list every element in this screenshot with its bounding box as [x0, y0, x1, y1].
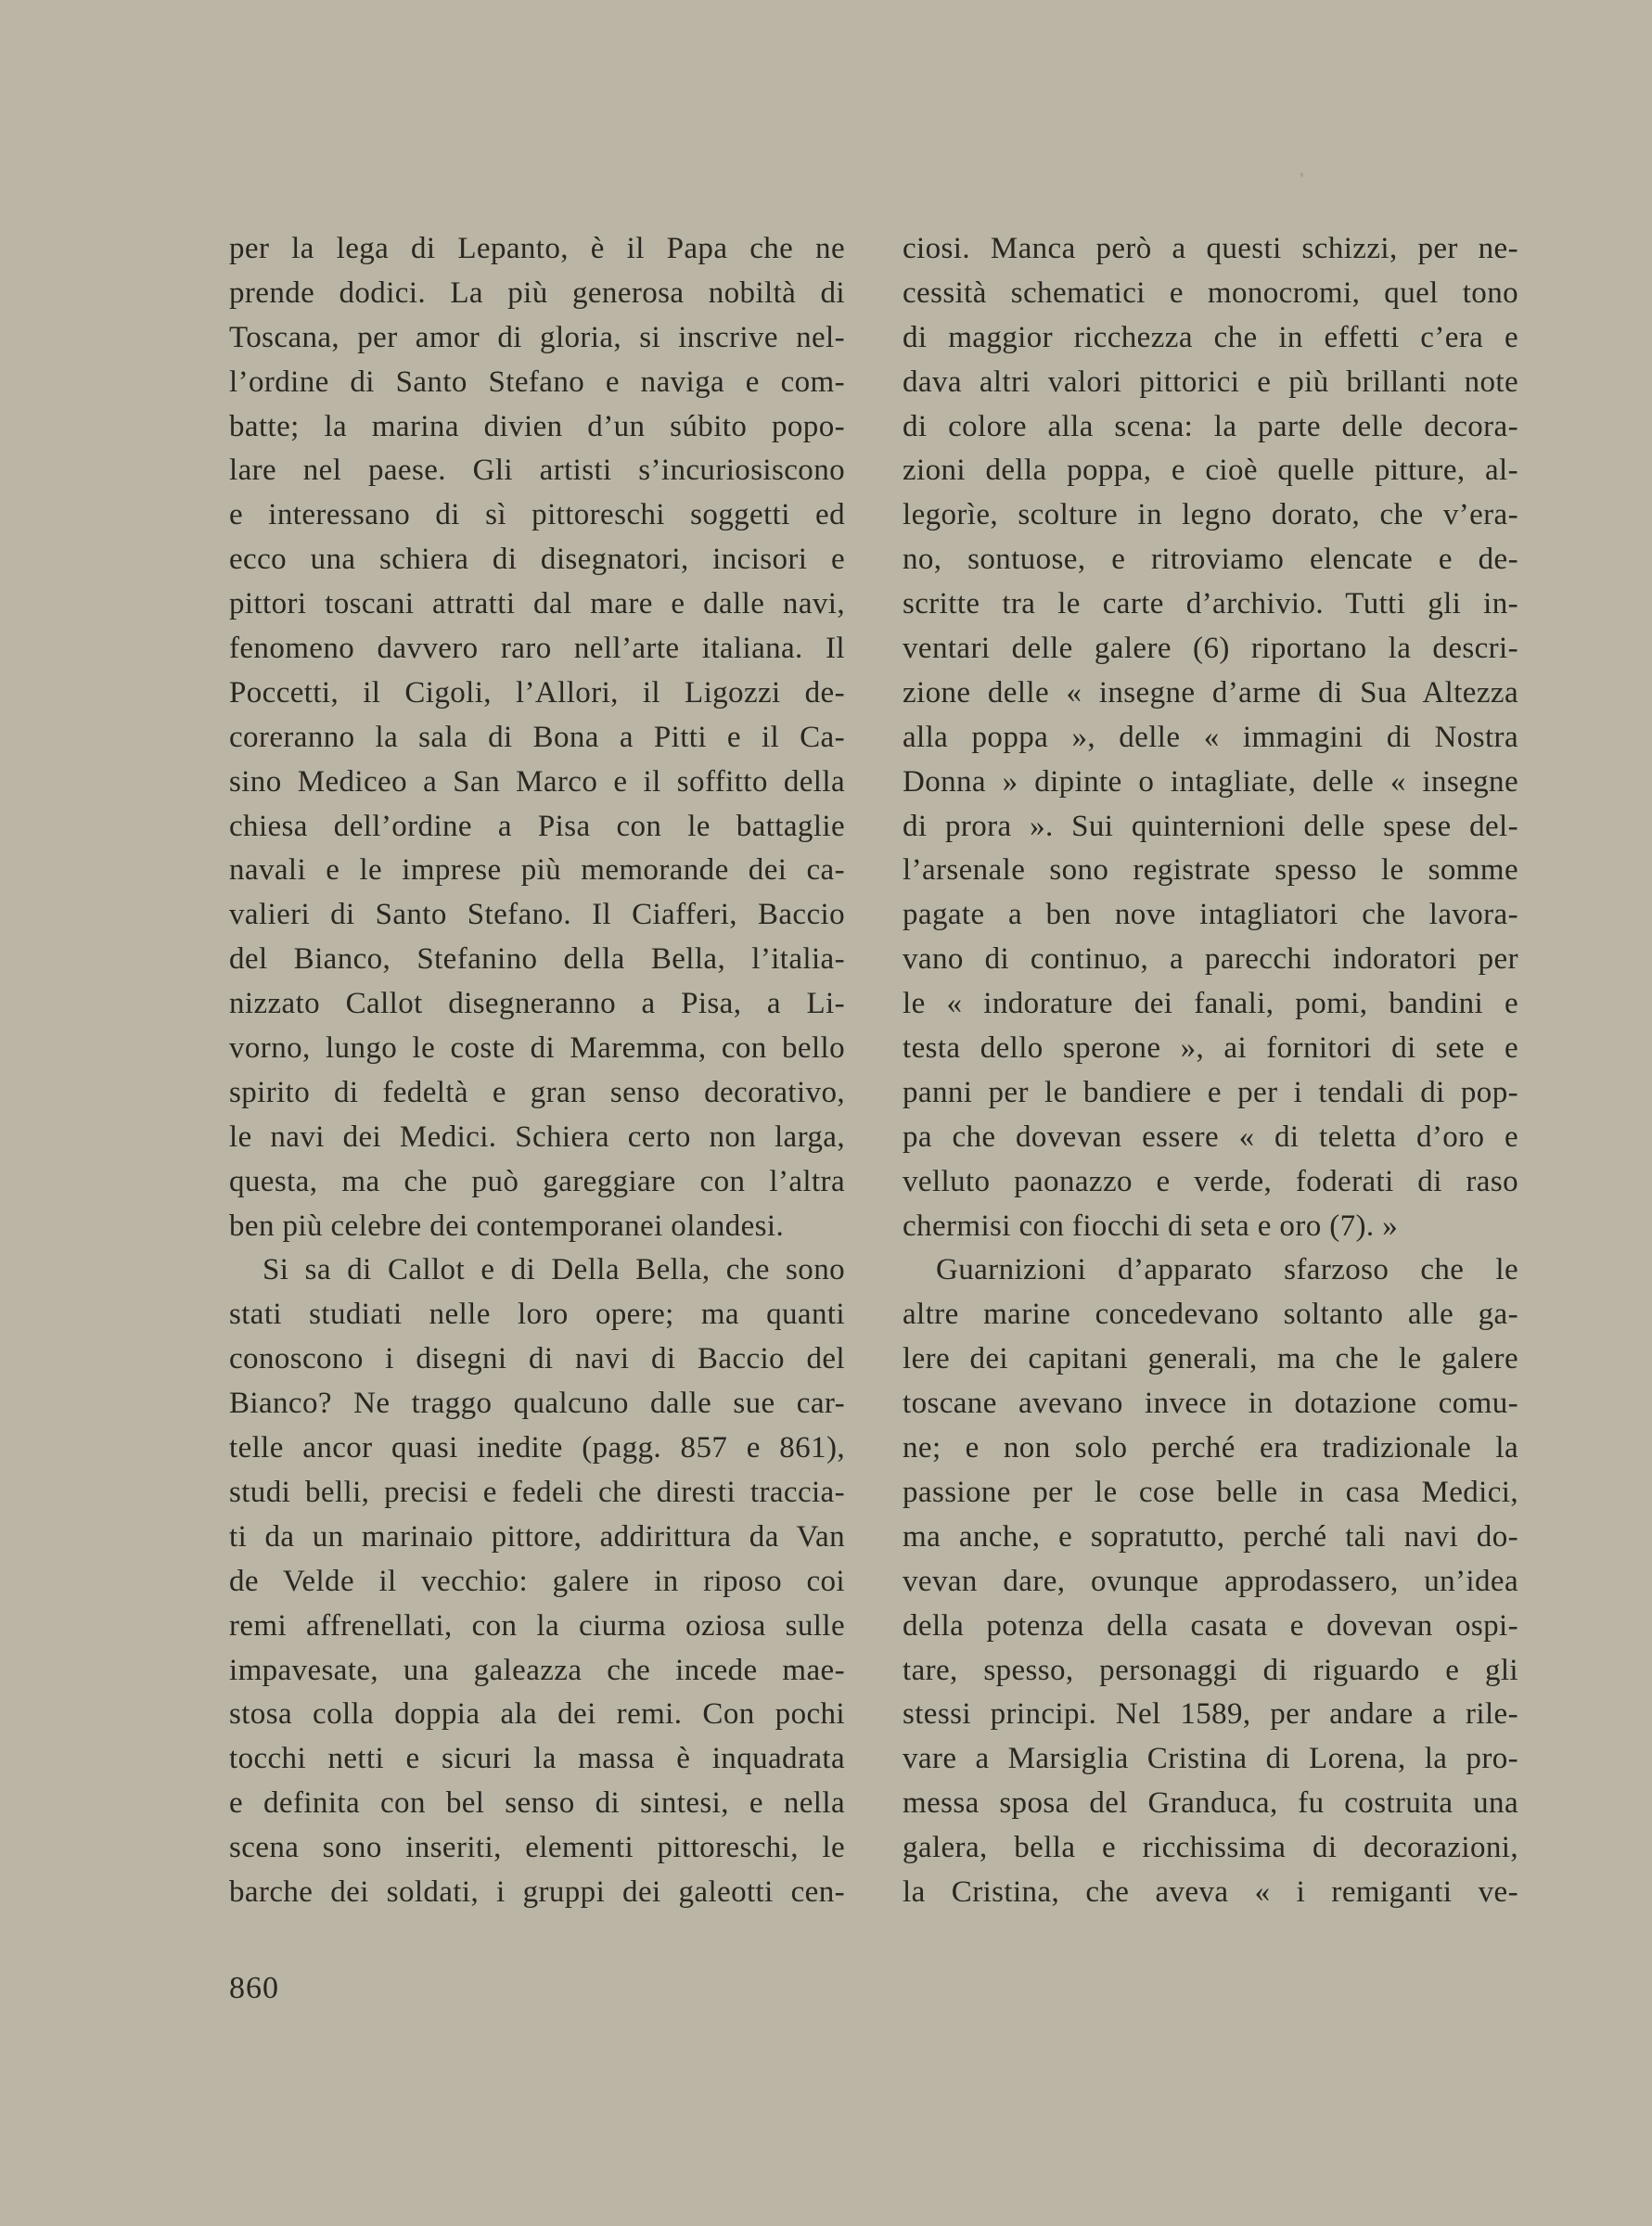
text-line: per la lega di Lepanto, è il Papa che ne	[229, 232, 845, 265]
text-line: Guarnizioni d’apparato sfarzoso che le	[936, 1253, 1518, 1287]
text-line: spirito di fedeltà e gran senso decorativo,	[229, 1075, 845, 1109]
text-line: l’ordine di Santo Stefano e naviga e com-	[229, 365, 845, 399]
text-line: di maggior ricchezza che in effetti c’era e	[903, 320, 1518, 354]
text-line: sino Mediceo a San Marco e il soffitto della	[229, 764, 845, 799]
text-line: stati studiati nelle loro opere; ma quanti	[229, 1298, 845, 1332]
text-line: tocchi netti e sicuri la massa è inquadrata	[229, 1742, 845, 1776]
text-line: e definita con bel senso di sintesi, e nella	[229, 1786, 845, 1821]
left-text-column	[229, 227, 845, 1915]
text-line: zione delle « insegne d’arme di Sua Altezza	[903, 675, 1518, 710]
text-line: ma anche, e sopratutto, perché tali navi do-	[903, 1519, 1518, 1554]
text-line: le « indorature dei fanali, pomi, bandini e	[903, 987, 1518, 1021]
text-line: valieri di Santo Stefano. Il Ciafferi, Baccio	[229, 898, 845, 932]
text-line: alla poppa », delle « immagini di Nostra	[903, 720, 1518, 754]
text-line: impavesate, una galeazza che incede mae-	[229, 1653, 845, 1687]
text-line: cessità schematici e monocromi, quel tono	[903, 275, 1518, 310]
paper-smudge	[1300, 173, 1303, 177]
text-line: altre marine concedevano soltanto alle ga-	[903, 1298, 1518, 1332]
text-line: la Cristina, che aveva « i remiganti ve-	[903, 1874, 1518, 1909]
text-line: e interessano di sì pittoreschi soggetti ed	[229, 498, 845, 532]
text-line: coreranno la sala di Bona a Pitti e il Ca-	[229, 720, 845, 754]
text-line: chermisi con fiocchi di seta e oro (7). »	[903, 1209, 1399, 1243]
text-line: ti da un marinaio pittore, addirittura da Van	[229, 1519, 845, 1554]
page-number: 860	[229, 1971, 279, 2005]
text-line: zioni della poppa, e cioè quelle pitture, al-	[903, 454, 1518, 488]
text-line: ben più celebre dei contemporanei olandesi.	[229, 1209, 785, 1243]
text-line: Toscana, per amor di gloria, si inscrive nel-	[229, 320, 845, 354]
text-line: studi belli, precisi e fedeli che diresti traccia-	[229, 1475, 845, 1509]
text-line: della potenza della casata e dovevan ospi-	[903, 1608, 1518, 1643]
text-line: Bianco? Ne traggo qualcuno dalle sue car-	[229, 1387, 845, 1421]
text-line: messa sposa del Granduca, fu costruita una	[903, 1786, 1518, 1821]
text-line: ecco una schiera di disegnatori, incisori e	[229, 543, 845, 577]
text-line: scritte tra le carte d’archivio. Tutti gli in-	[903, 587, 1518, 621]
text-line: panni per le bandiere e per i tendali di pop-	[903, 1075, 1518, 1109]
text-line: no, sontuose, e ritroviamo elencate e de-	[903, 543, 1518, 577]
text-line: lare nel paese. Gli artisti s’incuriosiscono	[229, 454, 845, 488]
text-line: toscane avevano invece in dotazione comu-	[903, 1387, 1518, 1421]
text-line: l’arsenale sono registrate spesso le somme	[903, 853, 1518, 888]
text-line: legorìe, scolture in legno dorato, che v’era-	[903, 498, 1518, 532]
text-line: di colore alla scena: la parte delle decora-	[903, 409, 1518, 443]
text-line: nizzato Callot disegneranno a Pisa, a Li-	[229, 987, 845, 1021]
text-line: navali e le imprese più memorande dei ca-	[229, 853, 845, 888]
text-line: pa che dovevan essere « di teletta d’oro e	[903, 1119, 1518, 1154]
text-line: testa dello sperone », ai fornitori di sete e	[903, 1031, 1518, 1066]
text-line: lere dei capitani generali, ma che le galere	[903, 1342, 1518, 1376]
text-line: ciosi. Manca però a questi schizzi, per ne-	[903, 232, 1518, 265]
text-line: de Velde il vecchio: galere in riposo coi	[229, 1564, 845, 1598]
text-line: pittori toscani attratti dal mare e dalle navi,	[229, 587, 845, 621]
text-line: batte; la marina divien d’un súbito popo-	[229, 409, 845, 443]
text-line: remi affrenellati, con la ciurma oziosa sulle	[229, 1608, 845, 1643]
text-line: Donna » dipinte o intagliate, delle « insegne	[903, 764, 1518, 799]
text-line: stessi principi. Nel 1589, per andare a rile-	[903, 1697, 1518, 1732]
text-line: vevan dare, ovunque approdassero, un’idea	[903, 1564, 1518, 1598]
text-line: dava altri valori pittorici e più brillanti note	[903, 365, 1518, 399]
text-line: fenomeno davvero raro nell’arte italiana. Il	[229, 632, 845, 666]
text-line: vare a Marsiglia Cristina di Lorena, la pro-	[903, 1742, 1518, 1776]
text-line: vorno, lungo le coste di Maremma, con bello	[229, 1031, 845, 1066]
text-line: pagate a ben nove intagliatori che lavora-	[903, 898, 1518, 932]
text-line: prende dodici. La più generosa nobiltà di	[229, 275, 845, 310]
text-line: stosa colla doppia ala dei remi. Con pochi	[229, 1697, 845, 1732]
text-line: ne; e non solo perché era tradizionale la	[903, 1431, 1518, 1465]
text-line: ventari delle galere (6) riportano la descri-	[903, 632, 1518, 666]
text-line: barche dei soldati, i gruppi dei galeotti cen-	[229, 1874, 845, 1909]
text-line: velluto paonazzo e verde, foderati di raso	[903, 1164, 1518, 1198]
text-line: galera, bella e ricchissima di decorazioni,	[903, 1831, 1518, 1865]
text-line: passione per le cose belle in casa Medici,	[903, 1475, 1518, 1509]
text-line: Poccetti, il Cigoli, l’Allori, il Ligozzi de-	[229, 675, 845, 710]
text-line: le navi dei Medici. Schiera certo non larga,	[229, 1119, 845, 1154]
right-text-column	[903, 227, 1518, 1915]
text-line: telle ancor quasi inedite (pagg. 857 e 861),	[229, 1431, 845, 1465]
text-line: questa, ma che può gareggiare con l’altra	[229, 1164, 845, 1198]
text-line: del Bianco, Stefanino della Bella, l’italia-	[229, 942, 845, 977]
text-line: vano di continuo, a parecchi indoratori per	[903, 942, 1518, 977]
text-line: di prora ». Sui quinternioni delle spese del-	[903, 809, 1518, 843]
text-line: chiesa dell’ordine a Pisa con le battaglie	[229, 809, 845, 843]
text-line: Si sa di Callot e di Della Bella, che sono	[263, 1253, 845, 1287]
text-line: scena sono inseriti, elementi pittoreschi, le	[229, 1831, 845, 1865]
text-line: conoscono i disegni di navi di Baccio del	[229, 1342, 845, 1376]
text-line: tare, spesso, personaggi di riguardo e gli	[903, 1653, 1518, 1687]
